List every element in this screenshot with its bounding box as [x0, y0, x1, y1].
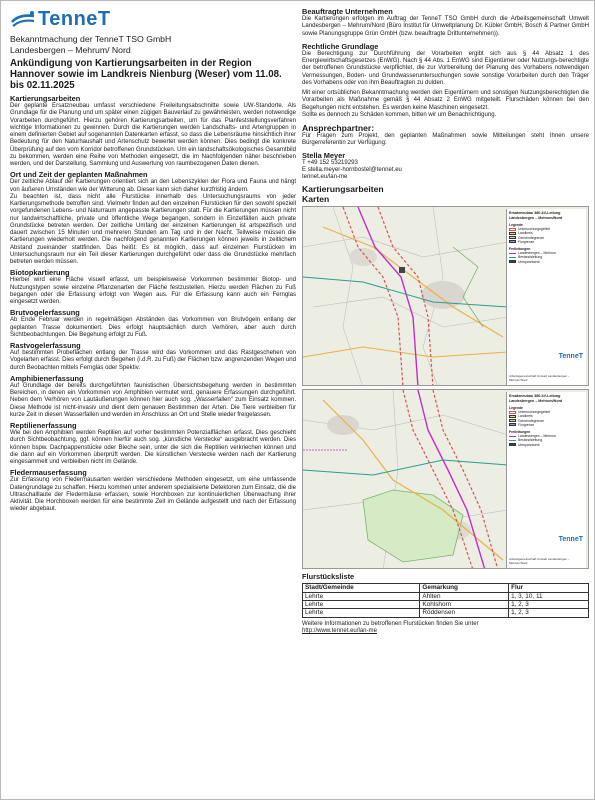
text-ansprechpartner: Für Fragen zum Projekt, den geplanten Maßnahmen sowie Mitteilungen steht Ihnen unsere Bürgerreferentin zur Verfügung: — [302, 133, 589, 147]
legend-label: Gemeindegrenze — [518, 235, 545, 240]
contact-email[interactable]: E stella.meyer-hornbostel@tennet.eu — [302, 166, 402, 173]
line-label: Umspannwerk — [518, 442, 540, 447]
legend-swatch — [509, 228, 516, 231]
table-cell: 1, 2, 3 — [509, 601, 589, 609]
heading-rechtliche: Rechtliche Grundlage — [302, 41, 379, 51]
map-1-org: Arbeitsgemeinschaft Umwelt Landesbergen – Mehrum/Nord — [509, 374, 570, 382]
legend-swatch — [509, 240, 516, 243]
text-ort-zeit-2: Zu beachten ist, dass nicht alle Flurstücke innerhalb des Untersuchungsraums von jeder Kartierungsmethode betroffen sind. Vielmehr finden auf den einzelnen Flurstücken für den sowohl speziell vorgefundenen Lebens- und Naturraum angepasste Kartierungen statt. Für die Kartierungen müssen nicht nur landwirtschaftliche, private und öffentliche Wege begangen, sondern in Einzelfällen auch private Grundstücke betreten werden. Der zeitliche Umfang der einzelnen Kartierungen ist artspezifisch und dauert zwischen 15 Minuten und mehreren Stunden am Tag und in der Nacht. Teilweise müssen die Kartierungen wiederholt werden. Die nachfolgend genannten Kartierungen können jeweils in zeitlichem Abstand zueinander stattfinden. Das heißt: Es ist möglich, dass auf einzelnen Flurstücken im Untersuchungsraum nur ein Teil dieser Kartierungen durchgeführt oder dass die Grundstücke mehrfach betreten werden müssen. — [10, 193, 296, 265]
text-biotop: Hierbei wird eine Fläche visuell erfasst, um beispielsweise Vorkommen bestimmter Biotop- und Nutzungstypen sowie einzelne Pflanzenarten der Fläche festzustellen. Hierzu werden Flächen zu Fuß begangen oder die Erfassung erfolgt von Wegen aus. Für die Erfassung kann auch ein Fernglas eingesetzt werden. — [10, 277, 296, 305]
bekanntmachung-line-2: Landesbergen – Mehrum/ Nord — [10, 44, 131, 55]
heading-ort-zeit: Ort und Zeit der geplanten Maßnahmen — [10, 170, 148, 180]
bekanntmachung-line-1: Bekanntmachung der TenneT TSO GmbH — [10, 34, 172, 44]
table-cell: 1, 2, 3 — [509, 609, 589, 617]
map-2-logo: TenneT — [558, 536, 583, 544]
table-row — [303, 592, 589, 600]
line-swatch — [509, 260, 516, 263]
text-rechtliche-3: Sollte es dennoch zu Schäden kommen, bitten wir um Benachrichtigung. — [302, 111, 497, 118]
line-swatch — [509, 253, 516, 254]
heading-biotop: Biotopkartierung — [10, 268, 70, 278]
text-brutvogel: Ab Ende Februar werden in regelmäßigen Abständen das Vorkommen von Brutvögeln entlang der geplanten Trasse dokumentiert. Dies erfolgt hauptsächlich durch Verhören, aber auch durch Sichtbeobachtungen. Die Begehung erfolgt zu Fuß. — [10, 317, 296, 338]
text-ort-zeit-1: Der zeitliche Ablauf der Kartierungen orientiert sich an den Lebenszyklen der Flora und Fauna und hängt von äußeren Umständen wie der Witterung ab. Dieser kann sich daher kurzfristig ändern. — [10, 179, 296, 193]
table-cell: Kohlshorn — [420, 601, 509, 609]
table-cell: Röddensen — [420, 609, 509, 617]
logo-text: TenneT — [38, 8, 111, 30]
legend-label: Flurgrenze — [518, 422, 535, 427]
text-beauftragte: Die Kartierungen erfolgen im Auftrag der TenneT TSO GmbH durch die Arbeitsgemeinschaft Umwelt Landesbergen – Mehrum/Nord (Büro Institut für Umweltplanung Dr. Kübler GmbH, Bosch & Partner GmbH sowie Planungsgruppe Grün GmbH (bzw. beauftragte Drittunternehmen)). — [302, 16, 589, 37]
legend-swatch — [509, 411, 516, 414]
map-1-logo: TenneT — [558, 353, 583, 361]
tennet-logo-icon — [10, 9, 36, 29]
heading-rastvogel: Rastvogelerfassung — [10, 341, 81, 350]
heading-fledermaus: Fledermauserfassung — [10, 468, 87, 478]
legend-label: Flurgrenze — [518, 239, 535, 244]
contact-phone: T +49 152 53219293 — [302, 159, 358, 166]
table-header: Stadt/Gemeinde — [303, 584, 420, 592]
text-kartierungsarbeiten: Der geplante Ersatzneubau umfasst verschiedene Freileitungsabschnitte sowie UW-Standorte. Als Grundlage für die Planung und um später einen zügigen Bauverlauf zu gewährleisten, werden notwendige Vorarbeiten durchgeführt. Hierzu gehören Kartierungsarbeiten, um für das Planfeststellungsverfahren wichtige Informationen zu gewinnen. Durch die Kartierungen werden Landschafts- und Artengruppen in einem definierten Gebiet auf sogenannten Datenkarten erfasst, so dass die Lebensräume hinsichtlich ihrer Bedeutung für den Naturhaushalt und Artenschutz bewertet werden können. Dies bedingt die konkrete Überprüfung auf den vom Korridor betroffenen Grundstücken. Um ein landschaftsökologisches Gesamtbild zu bekommen, werden eine Reihe von Methoden eingesetzt, die im Nachfolgenden näher beschrieben werden, und der Darstellung, Sammlung und Auswertung von raumbezogenen Daten dienen. — [10, 103, 296, 167]
text-rechtliche-2: Mit einer ortsüblichen Bekanntmachung werden den Eigentümern und sonstigen Nutzungsberechtigten die Vorarbeiten als Maßnahme gemäß § 44 Absatz 2 EnWG mitgeteilt. Flurschäden können bei den Begehungen nicht entstehen. Es werden keine Maschinen eingesetzt. — [302, 90, 589, 111]
table-cell: Lehrte — [303, 601, 420, 609]
headline: Ankündigung von Kartierungsarbeiten in der Region Hannover sowie im Landkreis Nienburg (Weser) vom 11.08. bis 02.11.2025 — [10, 58, 282, 91]
legend-label: Landkreis — [518, 231, 533, 236]
line-label: Umspannwerk — [518, 259, 540, 264]
text-fledermaus: Zur Erfassung von Fledermausarten werden verschiedene Methoden eingesetzt, um eine umfassende Datengrundlage zu schaffen. Hierzu kommen unter anderem spezialisierte Detektoren zum Einsatz, die die Ultraschalllaute der Fledermäuse erfassen, sowie Horchboxen zur kontinuierlichen Überwachung ihrer Aktivität. Die Horchboxen werden für eine bestimmte Zeit im Gelände aufgestellt und nach der Erfassung wieder abgebaut. — [10, 477, 296, 513]
map-1 — [302, 206, 589, 386]
map-2-line-row — [509, 443, 584, 447]
map-1-legend — [506, 209, 586, 385]
map-2-legend-row — [509, 423, 584, 427]
heading-flurstuecke: Flurstücksliste — [302, 572, 355, 582]
map-2-title: Ersatzneubau 380-kV-Leitung Landesbergen – Mehrum/Nord — [509, 394, 563, 403]
heading-karten-2: Karten — [302, 194, 330, 205]
heading-karten-1: Kartierungsarbeiten — [302, 184, 384, 195]
table-cell: Ahlten — [420, 592, 509, 600]
legend-label: Gemeindegrenze — [518, 418, 545, 423]
legend-swatch — [509, 415, 516, 418]
map-2-line-head: Freileitungen — [509, 430, 531, 435]
heading-ansprechpartner: Ansprechpartner: — [302, 123, 375, 133]
table-row — [303, 601, 589, 609]
table-cell: Lehrte — [303, 592, 420, 600]
map-2-legend — [506, 392, 586, 568]
flurstuecke-link[interactable]: http://www.tennet.eu/lan-me — [302, 628, 377, 635]
flurstuecke-table — [302, 583, 589, 618]
text-amphibien: Auf Grundlage der bereits durchgeführten faunistischen Übersichtsbegehung werden in bestimmten Bereichen, in denen ein Vorkommen von Amphibien vermutet wird, genauere Erfassungen durchgeführt. Neben dem Verhören von Lautäußerungen können hier auch sog. „Wasserfallen“ zum Einsatz kommen. Diese Methode ist nicht-invasiv und dient dem genauen Bestimmen der Arten. Die Tiere verbleiben für kurze Zeit in diesen Wasserfallen und werden im Anschluss an Ort und Stelle wieder freigelassen. — [10, 382, 296, 418]
line-label: Landesbergen – Mehrum — [518, 434, 556, 439]
contact-web[interactable]: tennet.eu/lan-me — [302, 174, 348, 180]
text-rastvogel: Auf bestimmten Probeflächen entlang der Trasse wird das Vorkommen und das Rastgeschehen von Vogelarten erfasst. Dies erfolgt durch Begehen (i.d.R. zu Fuß) der Flächen bzw. angrenzenden Wegen und durch Beobachten mittels Fernglas oder Spektiv. — [10, 350, 296, 371]
right-column — [302, 7, 589, 635]
table-cell: 1, 3, 10, 11 — [509, 592, 589, 600]
left-column — [10, 7, 296, 514]
map-1-legend-row — [509, 240, 584, 244]
heading-kartierungsarbeiten: Kartierungsarbeiten — [10, 94, 81, 103]
legend-swatch — [509, 236, 516, 239]
map-2-legend-head: Legende — [509, 406, 523, 411]
legend-swatch — [509, 419, 516, 422]
bekanntmachung — [10, 34, 296, 55]
table-header: Flur — [509, 584, 589, 592]
legend-swatch — [509, 232, 516, 235]
contact-name: Stella Meyer — [302, 150, 346, 160]
heading-reptilien: Reptilienerfassung — [10, 421, 77, 430]
map-1-title: Ersatzneubau 380-kV-Leitung Landesbergen – Mehrum/Nord — [509, 211, 563, 220]
heading-amphibien: Amphibienerfassung — [10, 373, 84, 383]
legend-label: Untersuchungsgebiet — [518, 410, 551, 415]
line-swatch — [509, 436, 516, 437]
line-swatch — [509, 257, 516, 258]
legend-label: Landkreis — [518, 414, 533, 419]
legend-swatch — [509, 423, 516, 426]
legend-label: Untersuchungsgebiet — [518, 227, 551, 232]
table-cell: Lehrte — [303, 609, 420, 617]
table-header-row — [303, 584, 589, 592]
map-2-org: Arbeitsgemeinschaft Umwelt Landesbergen – Mehrum/Nord — [509, 557, 570, 565]
line-label: Landesbergen – Mehrum — [518, 251, 556, 256]
map-1-line-row — [509, 260, 584, 264]
map-2 — [302, 389, 589, 569]
heading-brutvogel: Brutvogelerfassung — [10, 308, 80, 318]
table-header: Gemarkung — [420, 584, 509, 592]
text-reptilien: Wie bei den Amphibien werden Reptilien auf vorher bestimmten Potenzialflächen erfasst. Dies geschieht durch Sichtbeobachtung, ggf. können hierfür auch sog. „künstliche Verstecke“ ausgebracht werden. Dies können bspw. Dachpappenstücke oder Bleche sein, unter die sich die Reptilien verkriechen können und die dann auf ein Vorkommen überprüft werden. Die künstlichen Verstecke werden nach der Kartierung eingesammelt und verbleiben nicht im Gelände. — [10, 430, 296, 465]
flurstuecke-footer: Weitere Informationen zu betroffenen Flurstücken finden Sie unter — [302, 620, 479, 627]
heading-beauftragte: Beauftragte Unternehmen — [302, 7, 393, 16]
table-row — [303, 609, 589, 617]
map-1-legend-head: Legende — [509, 223, 523, 228]
map-1-line-head: Freileitungen — [509, 247, 531, 252]
line-label: Bestandsleitung — [518, 255, 543, 260]
tennet-logo — [10, 7, 296, 31]
line-swatch — [509, 443, 516, 446]
line-swatch — [509, 440, 516, 441]
line-label: Bestandsleitung — [518, 438, 543, 443]
text-rechtliche-1: Die Berechtigung zur Durchführung der Vorarbeiten ergibt sich aus § 44 Absatz 1 des Energiewirtschaftsgesetzes (EnWG). Nach § 44 Abs. 1 EnWG sind Eigentümer oder Nutzungs-berechtigte der betroffenen Grundstücke verpflichtet, die zur Vorbereitung der Planung des Vorhabens notwendigen Vermessungen, Boden- und Grundwasseruntersuchungen sowie sonstige Vorarbeiten durch den Träger des Vorhabens oder von ihm Beauftragten zu dulden. — [302, 50, 589, 86]
